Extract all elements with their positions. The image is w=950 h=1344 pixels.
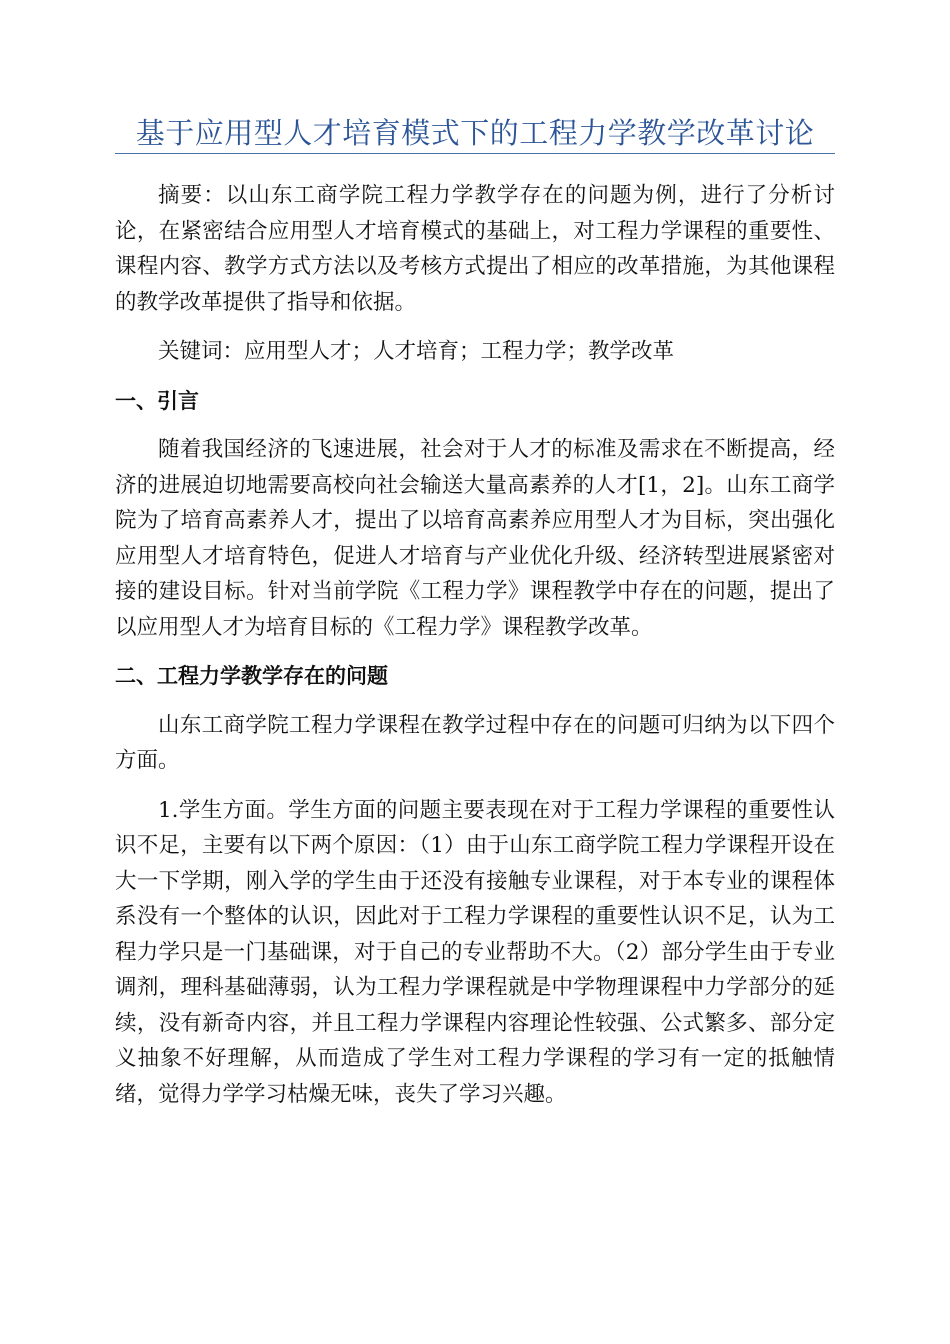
document-body [115,178,835,1112]
section-heading-problems: 二、工程力学教学存在的问题 [115,664,388,688]
keywords-paragraph: 关键词：应用型人才；人才培育；工程力学；教学改革 [158,339,675,364]
body-paragraph: 随着我国经济的飞速进展，社会对于人才的标准及需求在不断提高，经济的进展迫切地需要高校向社会输送大量高素养的人才[1，2]。山东工商学院为了培育高素养人才，提出了以培育高素养应用型人才为目标，突出强化应用型人才培育特色，促进人才培育与产业优化升级、经济转型进展紧密对接的建设目标。针对当前学院《工程力学》课程教学中存在的问题，提出了以应用型人才为培育目标的《工程力学》课程教学改革。 [115,437,835,640]
section-heading-introduction: 一、引言 [115,388,199,413]
title-underline [115,153,835,154]
document-title: 基于应用型人才培育模式下的工程力学教学改革讨论 [135,116,815,150]
abstract-paragraph: 摘要：以山东工商学院工程力学教学存在的问题为例，进行了分析讨论，在紧密结合应用型人才培育模式的基础上，对工程力学课程的重要性、课程内容、教学方式方法以及考核方式提出了相应的改革措施，为其他课程的教学改革提供了指导和依据。 [115,183,835,315]
body-paragraph: 山东工商学院工程力学课程在教学过程中存在的问题可归纳为以下四个方面。 [115,712,835,773]
body-paragraph: 1.学生方面。学生方面的问题主要表现在对于工程力学课程的重要性认识不足，主要有以下两个原因：（1）由于山东工商学院工程力学课程开设在大一下学期，刚入学的学生由于还没有接触专业课程，对于本专业的课程体系没有一个整体的认识，因此对于工程力学课程的重要性认识不足，认为工程力学只是一门基础课，对于自己的专业帮助不大。（2）部分学生由于专业调剂，理科基础薄弱，认为工程力学课程就是中学物理课程中力学部分的延续，没有新奇内容，并且工程力学课程内容理论性较强、公式繁多、部分定义抽象不好理解，从而造成了学生对工程力学课程的学习有一定的抵触情绪，觉得力学学习枯燥无味，丧失了学习兴趣。 [115,797,835,1107]
